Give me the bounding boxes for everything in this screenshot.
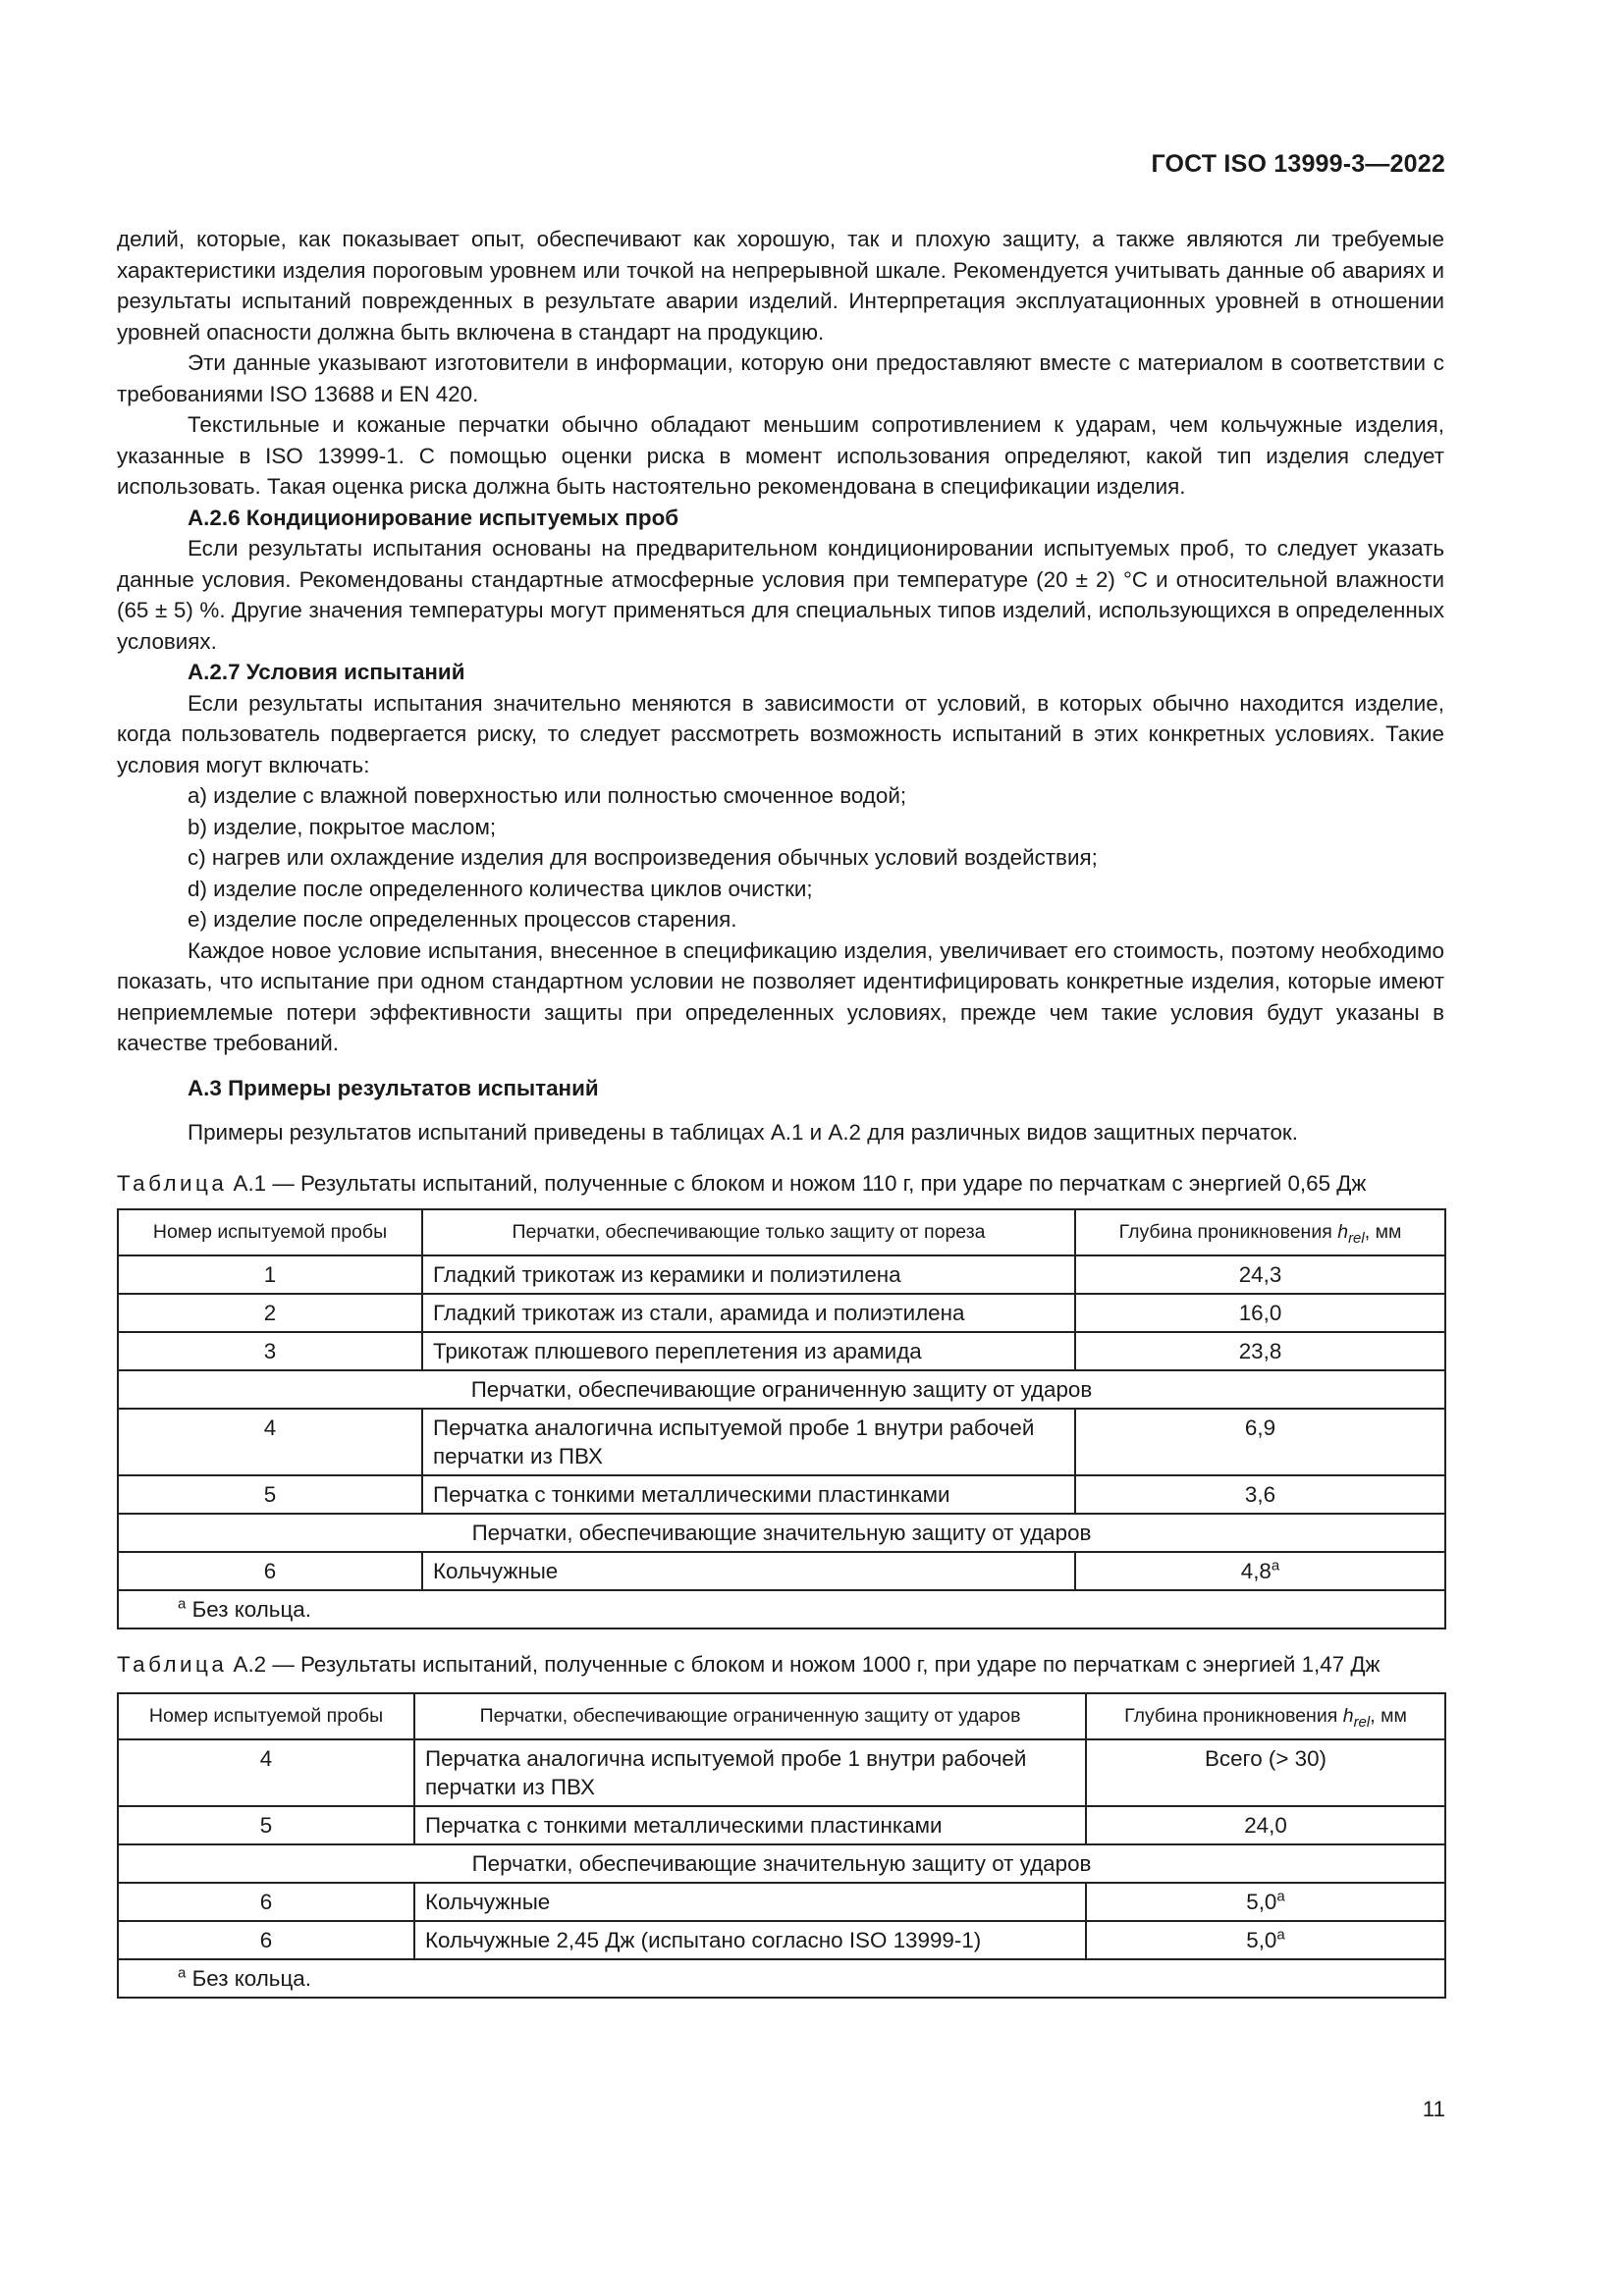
paragraph: Если результаты испытания значительно меняются в зависимости от условий, в которых обычно находится изделие, когда пользователь подвергается риску, то следует рассмотреть возможность испытаний в этих конкретных условиях. Такие условия могут включать: bbox=[117, 690, 1444, 777]
table-row bbox=[118, 1475, 1445, 1514]
table-footnote-row bbox=[118, 1959, 1445, 1998]
paragraph: Текстильные и кожаные перчатки обычно обладают меньшим сопротивлением к ударам, чем кольчужные изделия, указанные в ISO 13999-1. С помощью оценки риска в момент использования определяют, какой тип изделия следует использовать. Такая оценка риска должна быть настоятельно рекомендована в спецификации изделия. bbox=[117, 412, 1444, 499]
results-table-a1 bbox=[117, 1208, 1446, 1629]
footnote-mark: a bbox=[1276, 1888, 1285, 1905]
table-footnote-row bbox=[118, 1590, 1445, 1629]
table-section-row bbox=[118, 1844, 1445, 1883]
sample-number: 2 bbox=[118, 1294, 422, 1332]
table-caption bbox=[117, 1649, 1444, 1681]
glove-description: Перчатка аналогична испытуемой пробе 1 внутри рабочей перчатки из ПВХ bbox=[422, 1409, 1075, 1475]
penetration-depth: 5,0$^a$ bbox=[1086, 1883, 1445, 1921]
table-row bbox=[118, 1806, 1445, 1844]
column-header: Номер испытуемой пробы bbox=[118, 1209, 422, 1255]
list-item: е) изделие после определенных процессов старения. bbox=[188, 907, 737, 932]
column-header: Глубина проникновения $h_{rel}$, мм bbox=[1075, 1209, 1445, 1255]
sample-number: 3 bbox=[118, 1332, 422, 1370]
table-label: Таблица bbox=[117, 1170, 228, 1196]
table-label: Таблица bbox=[117, 1652, 228, 1677]
section-label: Перчатки, обеспечивающие ограниченную защиту от ударов bbox=[118, 1370, 1445, 1409]
paragraph: Примеры результатов испытаний приведены в таблицах А.1 и А.2 для различных видов защитных перчаток. bbox=[188, 1120, 1298, 1145]
penetration-depth: 5,0$^a$ bbox=[1086, 1921, 1445, 1959]
table-row bbox=[118, 1255, 1445, 1294]
table-header-row bbox=[118, 1209, 1445, 1255]
paragraph: Каждое новое условие испытания, внесенное в спецификацию изделия, увеличивает его стоимость, поэтому необходимо показать, что испытание при одном стандартном условии не позволяет идентифицировать конкретные изделия, которые имеют неприемлемые потери эффективности защиты при определенных условиях, прежде чем такие условия будут указаны в качестве требований. bbox=[117, 937, 1444, 1055]
glove-description: Гладкий трикотаж из керамики и полиэтилена bbox=[422, 1255, 1075, 1294]
column-header: Перчатки, обеспечивающие только защиту от пореза bbox=[422, 1209, 1075, 1255]
glove-description: Кольчужные bbox=[414, 1883, 1086, 1921]
penetration-depth: 16,0 bbox=[1075, 1294, 1445, 1332]
column-header: Глубина проникновения $h_{rel}$, мм bbox=[1086, 1693, 1445, 1739]
penetration-depth: 3,6 bbox=[1075, 1475, 1445, 1514]
table-footnote: $^a$ Без кольца. bbox=[118, 1590, 1445, 1629]
paragraph: Если результаты испытания основаны на предварительном кондиционировании испытуемых проб, то следует указать данные условия. Рекомендованы стандартные атмосферные условия при температуре (20 ± 2) °С и относительной влажности (65 ± 5) %. Другие значения температуры могут применяться для специальных типов изделий, использующихся в определенных условиях. bbox=[117, 536, 1444, 654]
list-item: b) изделие, покрытое маслом; bbox=[188, 814, 497, 839]
table-caption-text: А.2 — Результаты испытаний, полученные с блоком и ножом 1000 г, при ударе по перчаткам с энергией 1,47 Дж bbox=[233, 1652, 1380, 1677]
footnote-mark: a bbox=[1271, 1557, 1280, 1575]
table-caption-text: А.1 — Результаты испытаний, полученные с блоком и ножом 110 г, при ударе по перчаткам с энергией 0,65 Дж bbox=[233, 1170, 1367, 1196]
footnote-mark: a bbox=[1276, 1926, 1285, 1944]
glove-description: Гладкий трикотаж из стали, арамида и полиэтилена bbox=[422, 1294, 1075, 1332]
glove-description: Трикотаж плюшевого переплетения из арамида bbox=[422, 1332, 1075, 1370]
page-number: 11 bbox=[1422, 2097, 1445, 2121]
glove-description: Перчатка аналогична испытуемой пробе 1 внутри рабочей перчатки из ПВХ bbox=[414, 1739, 1086, 1806]
penetration-depth: 6,9 bbox=[1075, 1409, 1445, 1475]
table-section-row bbox=[118, 1370, 1445, 1409]
sample-number: 1 bbox=[118, 1255, 422, 1294]
table-row bbox=[118, 1332, 1445, 1370]
glove-description: Кольчужные 2,45 Дж (испытано согласно ISO 13999-1) bbox=[414, 1921, 1086, 1959]
penetration-depth: Всего (> 30) bbox=[1086, 1739, 1445, 1806]
section-label: Перчатки, обеспечивающие значительную защиту от ударов bbox=[118, 1514, 1445, 1552]
section-heading: А.2.7 Условия испытаний bbox=[188, 660, 465, 684]
table-row bbox=[118, 1294, 1445, 1332]
list-item: d) изделие после определенного количества циклов очистки; bbox=[188, 876, 813, 901]
table-row bbox=[118, 1739, 1445, 1806]
sample-number: 4 bbox=[118, 1409, 422, 1475]
paragraph: Эти данные указывают изготовители в информации, которую они предоставляют вместе с материалом в соответствии с требованиями ISO 13688 и EN 420. bbox=[117, 350, 1444, 406]
sample-number: 6 bbox=[118, 1921, 414, 1959]
results-table-a2 bbox=[117, 1692, 1446, 1999]
glove-description: Перчатка с тонкими металлическими пластинками bbox=[414, 1806, 1086, 1844]
column-header: Перчатки, обеспечивающие ограниченную защиту от ударов bbox=[414, 1693, 1086, 1739]
document-body bbox=[117, 224, 1444, 1999]
table-section-row bbox=[118, 1514, 1445, 1552]
list-item: а) изделие с влажной поверхностью или полностью смоченное водой; bbox=[188, 783, 907, 808]
list-item: с) нагрев или охлаждение изделия для воспроизведения обычных условий воздействия; bbox=[188, 845, 1098, 870]
section-label: Перчатки, обеспечивающие значительную защиту от ударов bbox=[118, 1844, 1445, 1883]
column-header: Номер испытуемой пробы bbox=[118, 1693, 414, 1739]
sample-number: 6 bbox=[118, 1552, 422, 1590]
sample-number: 5 bbox=[118, 1475, 422, 1514]
table-row bbox=[118, 1409, 1445, 1475]
sample-number: 4 bbox=[118, 1739, 414, 1806]
penetration-depth: 23,8 bbox=[1075, 1332, 1445, 1370]
penetration-depth: 4,8$^a$ bbox=[1075, 1552, 1445, 1590]
section-heading: А.3 Примеры результатов испытаний bbox=[188, 1075, 599, 1100]
sample-number: 6 bbox=[118, 1883, 414, 1921]
penetration-depth: 24,0 bbox=[1086, 1806, 1445, 1844]
table-row bbox=[118, 1883, 1445, 1921]
glove-description: Перчатка с тонкими металлическими пластинками bbox=[422, 1475, 1075, 1514]
penetration-depth: 24,3 bbox=[1075, 1255, 1445, 1294]
section-heading: А.2.6 Кондиционирование испытуемых проб bbox=[188, 505, 679, 530]
sample-number: 5 bbox=[118, 1806, 414, 1844]
glove-description: Кольчужные bbox=[422, 1552, 1075, 1590]
paragraph: делий, которые, как показывает опыт, обеспечивают как хорошую, так и плохую защиту, а также являются ли требуемые характеристики изделия пороговым уровнем или точкой на непрерывной шкале. Рекомендуется учитывать данные об авариях и результаты испытаний поврежденных в результате аварии изделий. Интерпретация эксплуатационных уровней в отношении уровней опасности должна быть включена в стандарт на продукцию. bbox=[117, 227, 1444, 345]
table-row bbox=[118, 1552, 1445, 1590]
table-caption bbox=[117, 1168, 1444, 1200]
table-row bbox=[118, 1921, 1445, 1959]
document-header: ГОСТ ISO 13999-3—2022 bbox=[1151, 150, 1445, 178]
table-footnote: $^a$ Без кольца. bbox=[118, 1959, 1445, 1998]
table-header-row bbox=[118, 1693, 1445, 1739]
